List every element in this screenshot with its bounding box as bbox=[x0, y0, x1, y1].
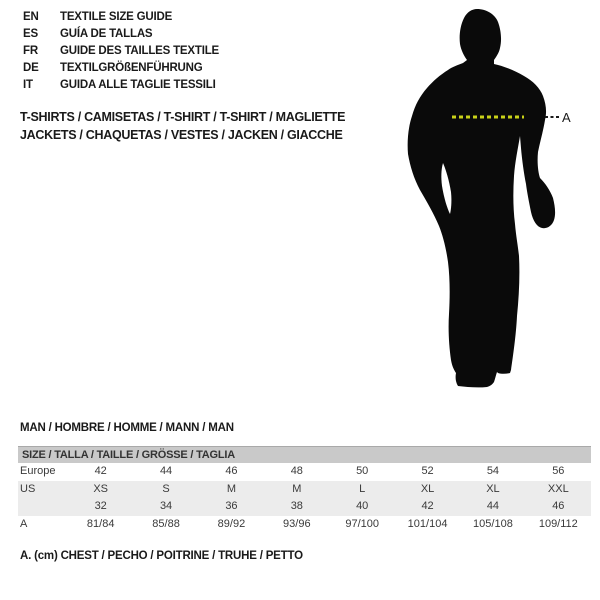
table-cell: M bbox=[292, 482, 302, 495]
measurement-footnote: A. (cm) CHEST / PECHO / POITRINE / TRUHE / PETTO bbox=[20, 550, 303, 562]
table-cell: 40 bbox=[356, 500, 369, 512]
table-cell: 34 bbox=[159, 500, 173, 512]
language-guide-list bbox=[23, 9, 219, 94]
language-code: IT bbox=[23, 79, 33, 91]
table-row-us bbox=[18, 481, 591, 499]
language-row-en bbox=[23, 9, 219, 26]
table-cell: L bbox=[359, 482, 366, 495]
table-cell: 109/112 bbox=[538, 517, 578, 530]
table-row-europe bbox=[18, 463, 591, 481]
category-line-tshirts: T-SHIRTS / CAMISETAS / T-SHIRT / T-SHIRT / MAGLIETTE bbox=[20, 110, 346, 124]
language-row-es bbox=[23, 26, 219, 43]
table-cell: 44 bbox=[159, 465, 173, 477]
table-cell: M bbox=[226, 482, 237, 495]
garment-categories bbox=[20, 108, 345, 144]
table-cell: 85/88 bbox=[152, 517, 180, 530]
man-silhouette bbox=[408, 9, 555, 387]
row-label bbox=[18, 498, 68, 516]
table-cell: 46 bbox=[225, 465, 238, 477]
table-cell: 93/96 bbox=[283, 517, 311, 530]
category-line-jackets: JACKETS / CHAQUETAS / VESTES / JACKEN / GIACCHE bbox=[20, 128, 343, 142]
language-code: DE bbox=[23, 62, 39, 74]
table-cell: 36 bbox=[225, 500, 238, 512]
section-title: MAN / HOMBRE / HOMME / MANN / MAN bbox=[20, 422, 234, 434]
table-cell: 48 bbox=[290, 465, 303, 477]
language-label: TEXTILE SIZE GUIDE bbox=[60, 11, 173, 23]
table-cell: 89/92 bbox=[217, 517, 246, 530]
language-label: GUIDE DES TAILLES TEXTILE bbox=[60, 45, 219, 57]
table-cell: XXL bbox=[547, 482, 569, 495]
table-row-chest-a bbox=[18, 516, 591, 534]
language-label: TEXTILGRÖßENFÜHRUNG bbox=[60, 62, 203, 74]
table-cell: 56 bbox=[552, 465, 565, 477]
table-cell: 97/100 bbox=[345, 517, 380, 530]
measure-label-a: A bbox=[562, 110, 571, 125]
size-table bbox=[18, 446, 591, 533]
language-code: FR bbox=[23, 45, 38, 57]
man-silhouette-figure bbox=[400, 0, 585, 400]
table-cell: 44 bbox=[486, 500, 500, 512]
table-cell: 54 bbox=[486, 465, 500, 477]
table-cell: S bbox=[162, 482, 170, 495]
table-cell: 105/108 bbox=[473, 517, 513, 530]
table-row-numeric bbox=[18, 498, 591, 516]
table-cell: 46 bbox=[552, 500, 565, 512]
language-row-de bbox=[23, 60, 219, 77]
row-label: US bbox=[20, 482, 36, 495]
table-cell: XS bbox=[93, 482, 109, 495]
size-table-header: SIZE / TALLA / TAILLE / GRÖSSE / TAGLIA bbox=[18, 446, 591, 463]
table-cell: 101/104 bbox=[407, 517, 448, 530]
language-code: ES bbox=[23, 28, 38, 40]
table-cell: 32 bbox=[94, 500, 107, 512]
row-label: A bbox=[20, 517, 28, 530]
table-cell: 42 bbox=[421, 500, 434, 512]
table-cell: 42 bbox=[94, 465, 107, 477]
table-cell: 81/84 bbox=[86, 517, 115, 530]
language-label: GUÍA DE TALLAS bbox=[60, 28, 153, 40]
language-row-it bbox=[23, 77, 219, 94]
row-label: Europe bbox=[20, 465, 56, 477]
language-label: GUIDA ALLE TAGLIE TESSILI bbox=[60, 79, 216, 91]
table-cell: 50 bbox=[356, 465, 369, 477]
table-cell: XL bbox=[420, 482, 435, 495]
table-cell: XL bbox=[486, 482, 500, 495]
table-cell: 38 bbox=[290, 500, 303, 512]
language-row-fr bbox=[23, 43, 219, 60]
table-cell: 52 bbox=[421, 465, 434, 477]
language-code: EN bbox=[23, 11, 39, 23]
